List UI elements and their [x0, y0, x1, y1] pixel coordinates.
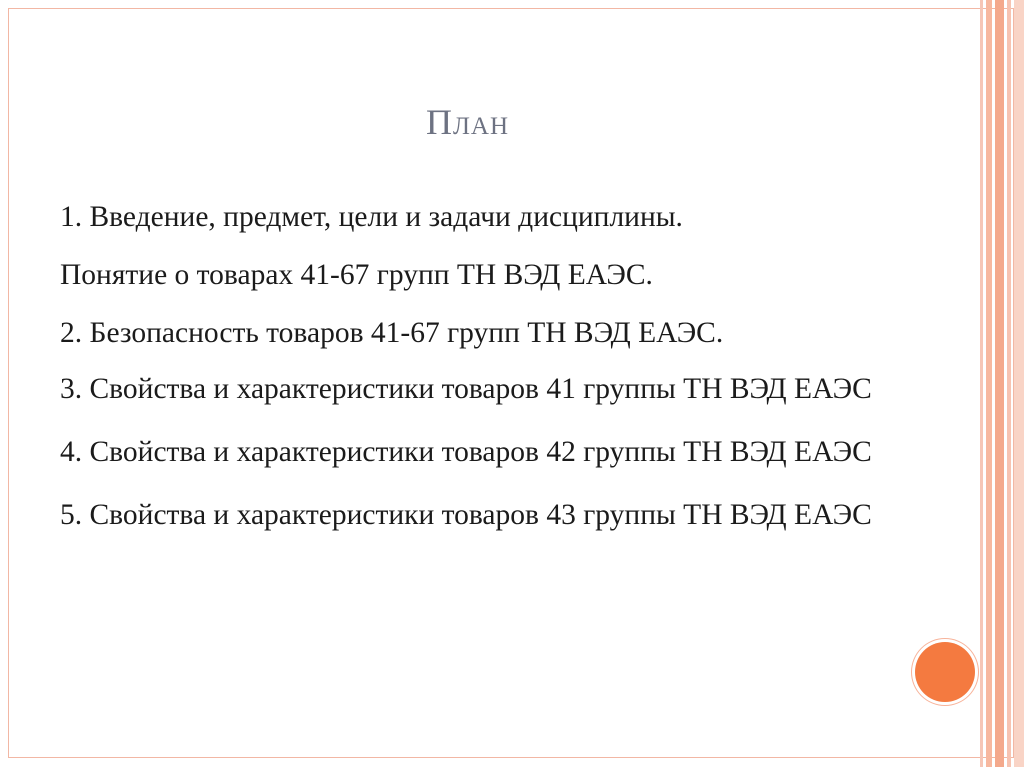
plan-item: 2. Безопасность товаров 41-67 групп ТН ВЭД ЕАЭС.: [60, 317, 724, 349]
decorative-stripe: [995, 0, 1004, 767]
decorative-stripe: [1007, 0, 1011, 767]
decorative-circle-icon: [915, 642, 975, 702]
plan-item: 1. Введение, предмет, цели и задачи дисциплины.: [60, 201, 683, 233]
plan-item: Понятие о товарах 41-67 групп ТН ВЭД ЕАЭС.: [60, 259, 653, 291]
plan-list: [60, 192, 960, 553]
plan-item: 5. Свойства и характеристики товаров 43 группы ТН ВЭД ЕАЭС: [60, 499, 872, 531]
slide-title: План: [425, 102, 510, 142]
decorative-stripe: [1014, 0, 1024, 767]
plan-item: 3. Свойства и характеристики товаров 41 группы ТН ВЭД ЕАЭС: [60, 373, 872, 405]
plan-item: 4. Свойства и характеристики товаров 42 группы ТН ВЭД ЕАЭС: [60, 436, 872, 468]
decorative-stripe: [980, 0, 983, 767]
decorative-stripe: [986, 0, 992, 767]
